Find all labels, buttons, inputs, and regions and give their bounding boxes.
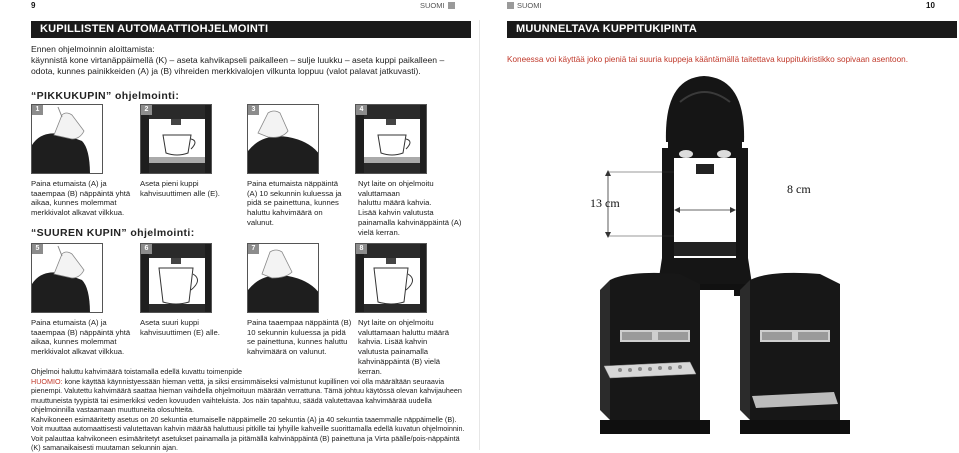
step-number: 8 [356,244,367,254]
hold-back-button-illustration [248,244,319,313]
step-image-6 [140,243,212,313]
caption-step-5 [31,318,137,357]
intro-line: odota, kunnes painikkeiden (A) ja (B) vihreiden merkkivalojen vilkunta loppuu (valot palavat jatkuvasti). [31,66,421,77]
step-image-4 [355,104,427,174]
caption-line: Nyt laite on ohjelmoitu [358,318,434,327]
footer-line: Ohjelmoi haluttu kahvimäärä toistamalla edellä kuvattu toimenpide [31,367,242,376]
step-number: 6 [141,244,152,254]
caption-step-2 [140,179,244,198]
footer-paragraph: Kahvikoneen esimääritetty asetus on 20 sekuntia etumaiselle näppäimelle 20 sekuntia (A) ja 40 sekuntia taaemmalle näppäimelle (B). [31,414,457,424]
left-language-text: SUOMI [420,1,445,10]
caption-line: haluttu määrä kahvia. [358,198,432,208]
caption-line: taaempaa (B) näppäintä yhtä [31,327,131,337]
caption-line: taaempaa (B) näppäintä yhtä [31,188,131,198]
machine-with-grid-folded [730,270,870,445]
height-dimension-label: 13 cm [590,196,620,210]
caption-step-6 [140,318,244,337]
step-image-1 [31,104,103,174]
caption-step-1 [31,179,137,218]
right-page-number: 10 [926,1,935,10]
footer-paragraph: Voit muuttaa automaattisesti valutettavan kahvin määrää haluttuusi pitkille tai lyhyille kahveille suorittamalla edellä kuvatun ohjelmoinnin. [31,424,465,433]
machine-open-grid-illustration [590,270,730,445]
step-number: 3 [248,105,259,115]
caption-line: kahvisuuttimen (E) alle. [140,327,220,337]
caption-line: Lisää kahvin valutusta [358,208,434,218]
caption-step-4 [358,179,470,237]
language-square-icon [448,2,455,9]
left-banner: KUPILLISTEN AUTOMAATTIOHJELMOINTI [31,21,471,38]
caption-line: kahvisuuttimen alle (E). [140,188,220,198]
caption-line: kahvia. Lisää kahvin [358,337,428,347]
caption-line: valuttamaan [358,188,400,198]
footer-paragraph: Voit palauttaa kahvikoneen esimääritetyt asetukset painamalla ja pitämällä kahvinäppäintä (B) painettuna ja Virta päälle/pois-näppäintä (K) samanaikaisesti muutaman sekunnin ajan. [31,433,460,452]
caption-line: merkkivalot alkavat vilkkua. [31,208,125,218]
right-banner: MUUNNELTAVA KUPPITUKIPINTA [507,21,957,38]
huomio-text: kone käyttää käynnistyessään hieman vettä, ja siksi ensimmäiseksi valmistunut kupillinen voi olla määrältään seuraavia pienempi. Valutettu kahvimäärä saattaa hieman vaihdella ohjelmoituun määrään verrattuna. Tämä johtuu käytössä olevan kahvijauheen muuttuneista tyypistä tai esimerkiksi veden kovuuden vaihteluista. Jos näin tapahtuu, säädä valutettavaa kahvimäärää uudella ohjelmoinnilla vastaamaan muuttuneita olosuhteita. [31,376,462,414]
caption-step-7 [247,318,355,357]
caption-line: Paina etumaista (A) ja [31,318,107,327]
caption-line: Paina taaempaa näppäintä (B) [247,318,352,327]
caption-line: kahvinäppäintä (B) vielä [358,356,441,366]
caption-line: haluttu kahvimäärä on [247,208,323,218]
step-image-5 [31,243,103,313]
caption-line: valutusta painamalla [358,347,429,357]
hold-front-button-illustration [248,105,319,174]
caption-line: pidä se painettuna, kunnes [247,198,339,208]
footer-notes [31,367,471,453]
step-number: 1 [32,105,43,115]
huomio-label: HUOMIO: [31,376,63,386]
caption-line: valunut. [247,217,274,227]
huomio-note [31,377,471,415]
caption-line: kahvimäärä on valunut. [247,347,327,357]
machine-folded-grid-illustration [730,270,870,445]
step-image-7 [247,243,319,313]
caption-line: valuttamaan haluttu määrä [358,327,450,337]
caption-step-3 [247,179,353,228]
left-page-number: 9 [31,1,36,10]
caption-line: Nyt laite on ohjelmoitu [358,179,434,188]
left-language-label [420,1,455,10]
step-number: 7 [248,244,259,254]
large-cup-illustration [141,244,212,313]
step-image-8 [355,243,427,313]
caption-line: aikaa, kunnes molemmat [31,337,117,347]
caption-line: vielä kerran. [358,227,400,237]
intro-line: Ennen ohjelmoinnin aloittamista: [31,44,155,54]
large-cup-filled-illustration [356,244,427,313]
step-number: 4 [356,105,367,115]
step-number: 5 [32,244,43,254]
language-square-icon [507,2,514,9]
right-language-label [507,1,542,10]
press-buttons-illustration [32,105,103,174]
caption-line: aikaa, kunnes molemmat [31,198,117,208]
caption-line: painamalla kahvinäppäintä (A) [358,217,462,227]
caption-line: 10 sekunnin kuluessa ja pidä [247,327,346,337]
step-number: 2 [141,105,152,115]
large-cup-title: “SUUREN KUPIN” ohjelmointi: [31,227,195,239]
press-buttons-illustration [32,244,103,313]
caption-line: kerran. [358,366,382,376]
small-cup-title: “PIKKUKUPIN” ohjelmointi: [31,90,180,102]
right-language-text: SUOMI [517,1,542,10]
small-cup-filled-illustration [356,105,427,174]
caption-line: (A) 10 sekunnin kuluessa ja [247,188,342,198]
caption-line: Aseta pieni kuppi [140,179,199,188]
machine-with-grid-open [590,270,730,445]
right-intro-text: Koneessa voi käyttää joko pieniä tai suuria kuppeja kääntämällä taitettava kuppitukiristikko sopivaan asentoon. [507,55,908,64]
caption-line: se painettuna, kunnes haluttu [247,337,348,347]
intro-text [31,44,471,78]
small-cup-illustration [141,105,212,174]
caption-line: Aseta suuri kuppi [140,318,199,327]
width-dimension-label: 8 cm [787,182,811,196]
page-divider [479,20,480,450]
caption-line: Paina etumaista näppäintä [247,179,339,188]
step-image-3 [247,104,319,174]
intro-line: käynnistä kone virtanäppäimellä (K) – aseta kahvikapseli paikalleen – sulje luukku – aseta kuppi paikalleen – [31,55,445,66]
step-image-2 [140,104,212,174]
caption-line: merkkivalot alkavat vilkkua. [31,347,125,357]
caption-line: Paina etumaista (A) ja [31,179,107,188]
